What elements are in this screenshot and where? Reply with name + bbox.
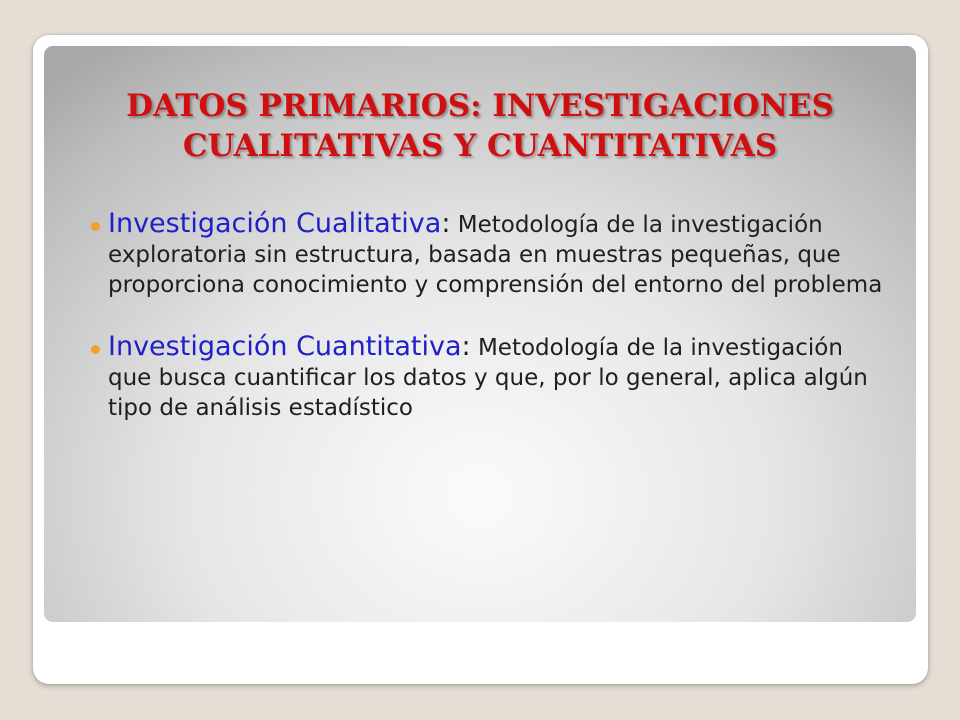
bullet-dot-icon xyxy=(91,345,100,354)
bullet-item-qualitative xyxy=(88,209,888,300)
bullet-item-quantitative xyxy=(88,332,888,423)
bullet-text xyxy=(108,209,888,300)
bullet-list xyxy=(88,209,888,423)
definition-qualitative: Metodología de la investigación exploratoria sin estructura, basada en muestras pequeñas, que proporciona conocimiento y comprensión del entorno del problema xyxy=(108,212,883,298)
slide-title-line-2: CUALITATIVAS Y CUANTITATIVAS xyxy=(182,128,778,164)
term-colon: : xyxy=(461,331,471,362)
term-quantitative: Investigación Cuantitativa xyxy=(108,331,462,362)
term-qualitative: Investigación Cualitativa xyxy=(108,208,442,239)
term-colon: : xyxy=(441,208,451,239)
slide-title xyxy=(44,86,916,166)
bullet-text xyxy=(108,332,888,423)
bullet-dot-icon xyxy=(91,222,100,231)
slide-title-line-1: DATOS PRIMARIOS: INVESTIGACIONES xyxy=(126,88,834,124)
definition-quantitative: Metodología de la investigación que busca cuantificar los datos y que, por lo general, aplica algún tipo de análisis estadístico xyxy=(108,335,868,421)
